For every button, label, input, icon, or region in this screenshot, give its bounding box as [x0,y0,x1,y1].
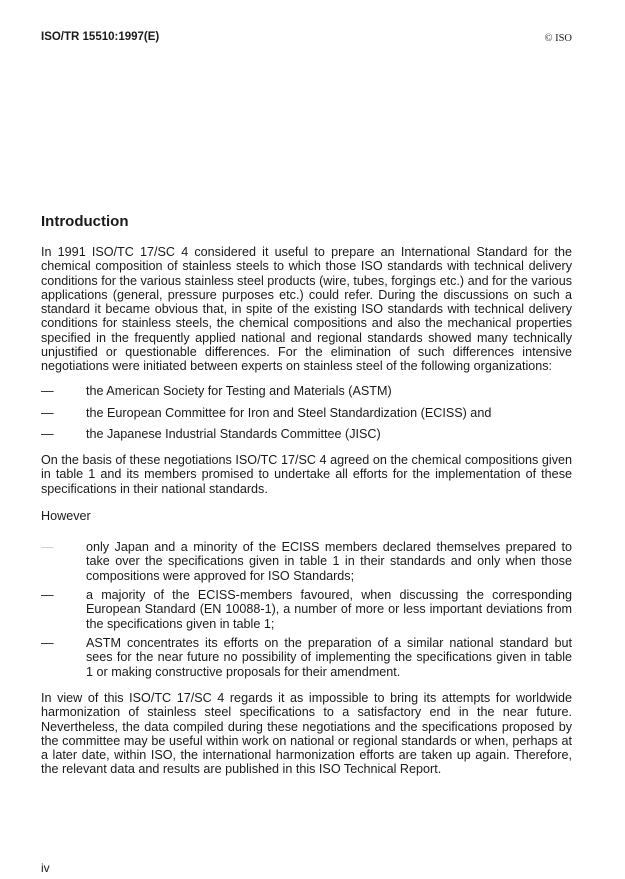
paragraph-conclusion: In view of this ISO/TC 17/SC 4 regards it as impossible to bring its attempts for worldwide harmonization of stainless steel specifications to a satisfactory end in the near future. Nevertheless, the data compiled during these negotiations and the specifications proposed by the committee may be useful within work on national or regional standards or when, perhaps at a later date, within ISO, the international harmonization efforts are taken up again. Therefore, the relevant data and results are published in this ISO Technical Report. [41,691,572,777]
list-item [41,406,572,420]
section-title: Introduction [41,213,129,230]
list-item [41,588,572,631]
paragraph-intro: In 1991 ISO/TC 17/SC 4 considered it useful to prepare an International Standard for the chemical composition of stainless steels to which those ISO standards with technical delivery conditions for the various stainless steel products (wire, tubes, forgings etc.) and for the various applications (general, pressure purposes etc.) could refer. During the discussions on such a standard it became obvious that, in spite of the existing ISO standards with technical delivery conditions for stainless steels, the chemical compositions and also the mechanical properties specified in the frequently applied national and regional standards showed many technically unjustified or questionable differences. For the elimination of such differences intensive negotiations were initiated between experts on stainless steel of the following organizations: [41,245,572,374]
dash-bullet: — [41,406,54,420]
list-item [41,384,572,398]
list-item-text: the Japanese Industrial Standards Committee (JISC) [86,427,381,441]
paragraph-basis: On the basis of these negotiations ISO/TC 17/SC 4 agreed on the chemical compositions given in table 1 and its members promised to undertake all efforts for the implementation of these specifications in their national standards. [41,453,572,496]
dash-bullet: — [41,588,54,602]
list-item [41,540,572,583]
list-item-text: the American Society for Testing and Materials (ASTM) [86,384,392,398]
list-item-text: ASTM concentrates its efforts on the preparation of a similar national standard but sees for the near future no possibility of implementing the specifications given in table 1 or making constructive proposals for their amendment. [86,636,572,679]
dash-bullet: — [41,636,54,650]
list-item-text: the European Committee for Iron and Steel Standardization (ECISS) and [86,406,492,420]
list-item-text: only Japan and a minority of the ECISS members declared themselves prepared to take over the specifications given in table 1 in their standards and only when those compositions were approved for ISO Standards; [86,540,572,583]
document-id: ISO/TR 15510:1997(E) [41,31,160,43]
dash-bullet: — [41,540,54,554]
page-number: iv [41,861,50,875]
list-item [41,636,572,679]
copyright-notice: © ISO [544,33,572,44]
list-item-text: a majority of the ECISS-members favoured, when discussing the corresponding European Standard (EN 10088-1), a number of more or less important deviations from the specifications given in table 1; [86,588,572,631]
dash-bullet: — [41,384,54,398]
dash-bullet: — [41,427,54,441]
paragraph-however: However [41,509,91,523]
list-item [41,427,572,441]
